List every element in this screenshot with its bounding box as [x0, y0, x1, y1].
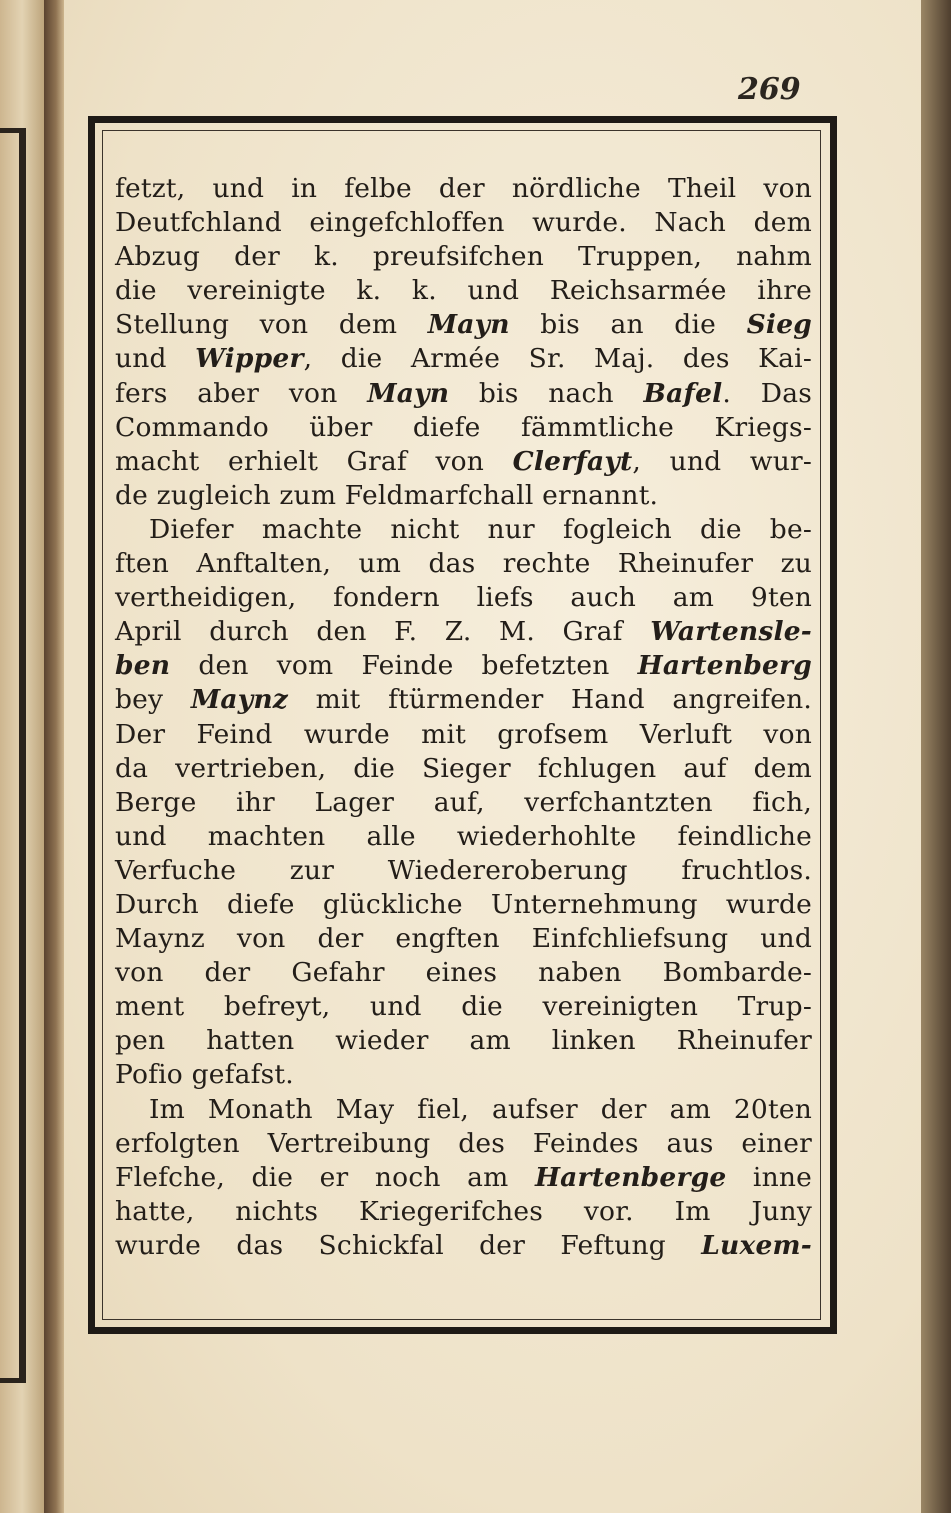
text-line: Abzug der k. preufsifchen Truppen, nahm — [115, 241, 812, 273]
text-line: ment befreyt, und die vereinigten Trup- — [115, 991, 812, 1023]
italic-place-name: Sieg — [746, 309, 812, 341]
text-line: de zugleich zum Feldmarfchall ernannt. — [115, 479, 659, 511]
text-line: von der Gefahr eines naben Bombarde- — [115, 957, 812, 989]
page-number: 269 — [738, 72, 801, 107]
text-line: und machten alle wiederhohlte feindliche — [115, 820, 812, 852]
text-line: Flefche, die er noch am Hartenberge inne — [115, 1161, 812, 1193]
text-line: wurde das Schickfal der Feftung Luxem- — [115, 1229, 812, 1261]
text-line: die vereinigte k. k. und Reichsarmée ihre — [115, 275, 812, 307]
italic-place-name: Hartenberg — [637, 650, 812, 682]
italic-place-name: Wipper — [195, 343, 304, 375]
body-text — [115, 172, 812, 1263]
text-line: Stellung von dem Mayn bis an die Sieg — [115, 309, 812, 341]
left-page-frame — [0, 128, 26, 1383]
text-line: Der Feind wurde mit grofsem Verluft von — [115, 718, 812, 750]
left-page-edge — [0, 0, 44, 1513]
text-line: pen hatten wieder am linken Rheinufer — [115, 1025, 812, 1057]
italic-place-name: Hartenberge — [534, 1161, 727, 1193]
italic-person-name: Wartensle- — [650, 616, 812, 648]
text-line: Maynz von der engften Einfchliefsung und — [115, 923, 812, 955]
text-line: Diefer machte nicht nur fogleich die be- — [149, 513, 812, 545]
text-line: fers aber von Mayn bis nach Bafel. Das — [115, 377, 812, 409]
italic-place-name: Mayn — [427, 309, 510, 341]
text-line: Im Monath May fiel, aufser der am 20ten — [149, 1093, 812, 1125]
text-line: Durch diefe glückliche Unternehmung wurde — [115, 888, 812, 920]
italic-person-name: ben — [115, 650, 171, 682]
text-line: und Wipper, die Armée Sr. Maj. des Kai- — [115, 343, 812, 375]
text-line: da vertrieben, die Sieger fchlugen auf dem — [115, 752, 812, 784]
text-line: ben den vom Feinde befetzten Hartenberg — [115, 650, 812, 682]
text-line: ften Anftalten, um das rechte Rheinufer zu — [115, 548, 812, 580]
text-line: Berge ihr Lager auf, verfchantzten fich, — [115, 786, 812, 818]
text-line: macht erhielt Graf von Clerfayt, und wur- — [115, 445, 812, 477]
text-line: Commando über diefe fämmtliche Kriegs- — [115, 411, 812, 443]
italic-place-name: Bafel — [643, 377, 723, 409]
text-line: Pofio gefafst. — [115, 1059, 294, 1091]
book-gutter — [44, 0, 64, 1513]
text-line: Deutfchland eingefchloffen wurde. Nach dem — [115, 207, 812, 239]
text-line: erfolgten Vertreibung des Feindes aus einer — [115, 1127, 812, 1159]
text-line: Verfuche zur Wiedereroberung fruchtlos. — [115, 854, 812, 886]
text-line: bey Maynz mit ftürmender Hand angreifen. — [115, 684, 813, 716]
italic-place-name: Mayn — [367, 377, 450, 409]
italic-place-name: Luxem- — [701, 1229, 812, 1261]
text-line: fetzt, und in felbe der nördliche Theil von — [115, 173, 812, 204]
text-line: hatte, nichts Kriegerifches vor. Im Juny — [115, 1195, 812, 1227]
right-page-edge — [921, 0, 951, 1513]
text-line: vertheidigen, fondern liefs auch am 9ten — [115, 582, 812, 614]
text-line: April durch den F. Z. M. Graf Wartensle- — [115, 616, 812, 648]
italic-person-name: Clerfayt — [512, 445, 633, 477]
italic-place-name: Maynz — [190, 684, 289, 716]
